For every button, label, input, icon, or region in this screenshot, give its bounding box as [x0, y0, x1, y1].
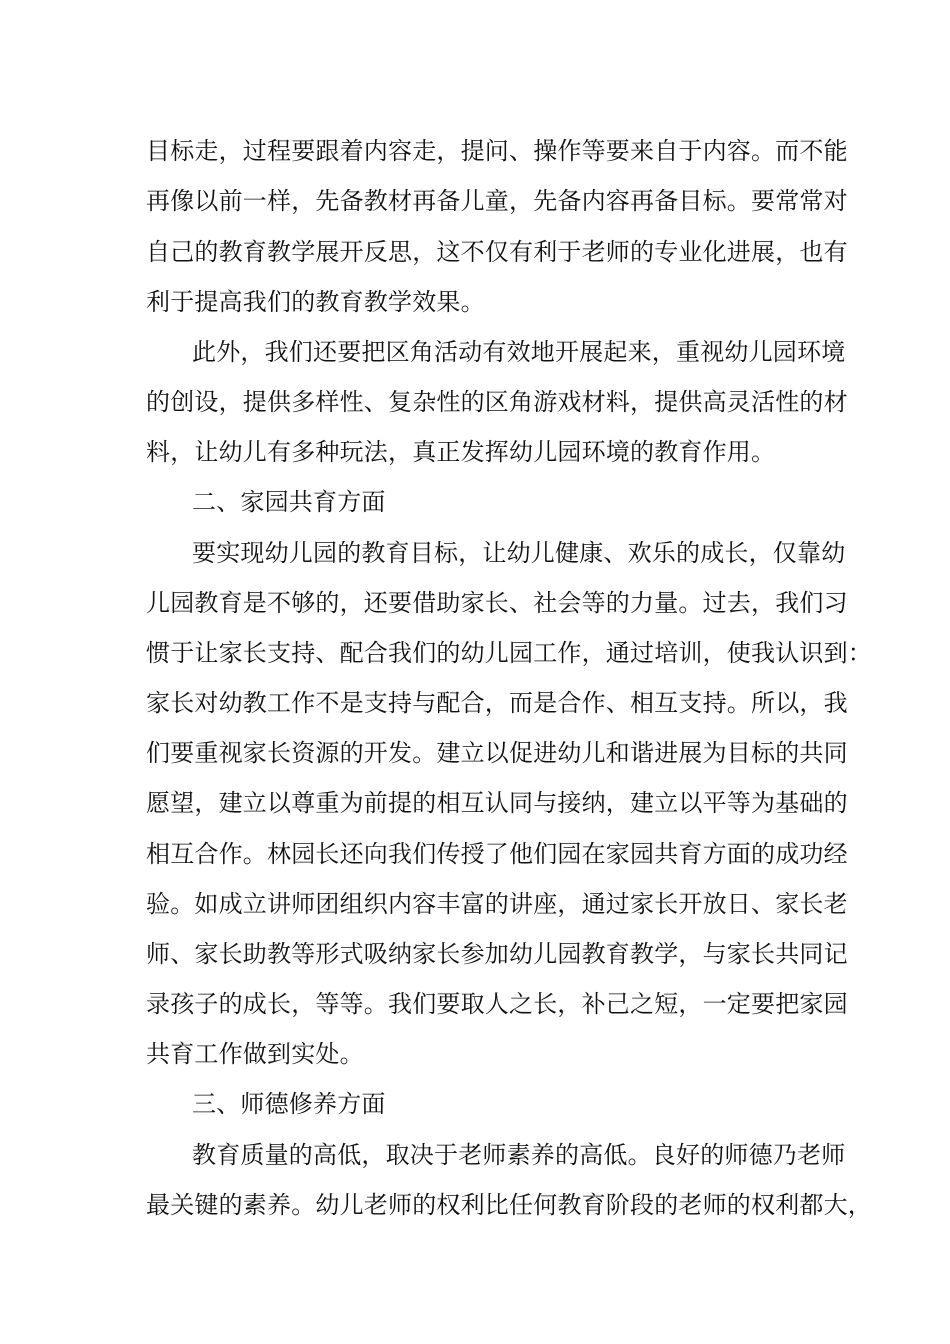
paragraph-line: 最关键的素养。幼儿老师的权利比任何教育阶段的老师的权利都大， [146, 1191, 872, 1219]
paragraph-line: 验。如成立讲师团组织内容丰富的讲座，通过家长开放日、家长老 [146, 890, 848, 918]
section-heading: 三、师德修养方面 [192, 1090, 386, 1118]
paragraph-line: 录孩子的成长，等等。我们要取人之长，补己之短，一定要把家园 [146, 990, 848, 1018]
paragraph-line: 师、家长助教等形式吸纳家长参加幼儿园教育教学，与家长共同记 [146, 940, 848, 968]
paragraph-line: 要实现幼儿园的教育目标，让幼儿健康、欢乐的成长，仅靠幼 [192, 539, 846, 567]
paragraph-line: 愿望，建立以尊重为前提的相互认同与接纳，建立以平等为基础的 [146, 789, 848, 817]
section-heading: 二、家园共育方面 [192, 488, 386, 516]
paragraph-line: 此外，我们还要把区角活动有效地开展起来，重视幼儿园环境 [192, 338, 846, 366]
paragraph-line: 教育质量的高低，取决于老师素养的高低。良好的师德乃老师 [192, 1141, 846, 1169]
paragraph-line: 的创设，提供多样性、复杂性的区角游戏材料，提供高灵活性的材 [146, 388, 848, 416]
paragraph-line: 利于提高我们的教育教学效果。 [146, 288, 485, 316]
paragraph-line: 共育工作做到实处。 [146, 1040, 364, 1068]
paragraph-line: 自己的教育教学展开反思，这不仅有利于老师的专业化进展，也有 [146, 238, 848, 266]
paragraph-line: 相互合作。林园长还向我们传授了他们园在家园共育方面的成功经 [146, 840, 848, 868]
paragraph-line: 们要重视家长资源的开发。建立以促进幼儿和谐进展为目标的共同 [146, 739, 848, 767]
paragraph-line: 儿园教育是不够的，还要借助家长、社会等的力量。过去，我们习 [146, 589, 848, 617]
paragraph-line: 家长对幼教工作不是支持与配合，而是合作、相互支持。所以，我 [146, 689, 848, 717]
paragraph-line: 料，让幼儿有多种玩法，真正发挥幼儿园环境的教育作用。 [146, 438, 776, 466]
paragraph-line: 再像以前一样，先备教材再备儿童，先备内容再备目标。要常常对 [146, 187, 848, 215]
paragraph-line: 目标走，过程要跟着内容走，提问、操作等要来自于内容。而不能 [146, 137, 848, 165]
paragraph-line: 惯于让家长支持、配合我们的幼儿园工作，通过培训，使我认识到： [146, 639, 872, 667]
